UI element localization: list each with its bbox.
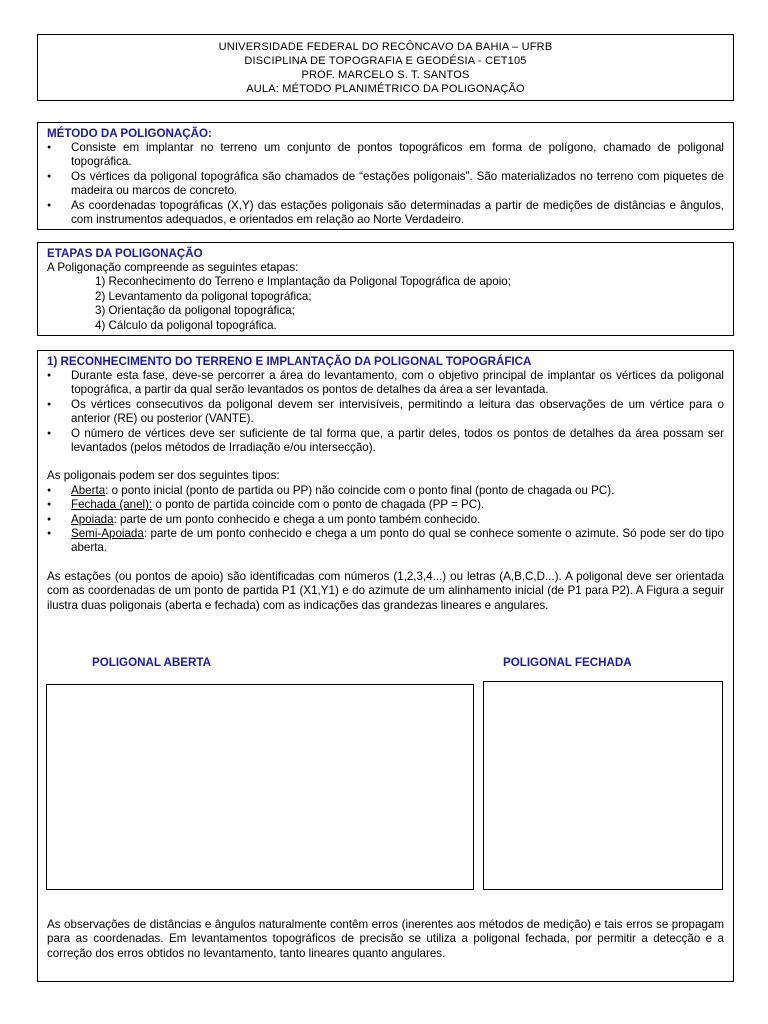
- reconhecimento-bullet-1: ● Durante esta fase, deve-se percorrer a área do levantamento, com o objetivo principal de implantar os vértices da poligonal topográfica, a partir da qual serão levantados os pontos de detalhes da área a ser levantada.: [47, 369, 724, 398]
- tipos-intro: As poligonais podem ser dos seguintes tipos:: [47, 469, 280, 483]
- tipo-aberta-desc: : o ponto inicial (ponto de partida ou PP) não coincide com o ponto final (ponto de chagada ou PC).: [105, 483, 615, 497]
- tipo-semi-apoiada: [47, 527, 724, 556]
- final-paragraph: As observações de distâncias e ângulos naturalmente contêm erros (inerentes aos métodos de medição) e tais erros se propagam para as coordenadas. Em levantamentos topográficos de precisão se utiliza a poligonal fechada, por permitir a detecção e a correção dos erros obtidos no levantamento, tanto lineares quanto angulares.: [47, 918, 724, 960]
- etapas-intro: A Poligonação compreende as seguintes etapas:: [47, 261, 299, 274]
- header-lesson: AULA: MÉTODO PLANIMÉTRICO DA POLIGONAÇÃO: [246, 83, 525, 95]
- reconhecimento-bullets: [47, 369, 724, 455]
- tipo-fechada: [47, 498, 724, 512]
- tipo-apoiada-desc: : parte de um ponto conhecido e chega a um ponto também conhecido.: [113, 512, 481, 526]
- metodo-bullet-1: ● Consiste em implantar no terreno um conjunto de pontos topográficos em forma de polígono, chamado de poligonal topográfica.: [47, 141, 724, 170]
- header-university: UNIVERSIDADE FEDERAL DO RECÔNCAVO DA BAHIA – UFRB: [218, 41, 553, 53]
- tipo-fechada-term: Fechada (anel):: [71, 498, 153, 512]
- tipo-apoiada: [47, 513, 724, 527]
- reconhecimento-bullet-2: ● Os vértices consecutivos da poligonal devem ser intervisíveis, permitindo a leitura das observações de um vértice para o anterior (RE) ou posterior (VANTE).: [47, 398, 724, 427]
- etapas-title: ETAPAS DA POLIGONAÇÃO: [47, 247, 203, 260]
- poligonal-fechada-label: POLIGONAL FECHADA: [503, 656, 632, 669]
- tipo-semi-apoiada-desc: : parte de um ponto conhecido e chega a um ponto do qual se conhece somente o azimute. Só pode ser do tipo aberta.: [71, 527, 724, 555]
- metodo-bullet-3: ● As coordenadas topográficas (X,Y) das estações poligonais são determinadas a partir de medições de distâncias e ângulos, com instrumentos adequados, e orientados em relação ao Norte Verdadeiro.: [47, 199, 724, 228]
- tipo-apoiada-term: Apoiada: [71, 512, 114, 526]
- estacoes-paragraph: As estações (ou pontos de apoio) são identificadas com números (1,2,3,4...) ou letras (A,B,C,D...). A poligonal deve ser orientada com as coordenadas de um ponto de partida P1 (X1,Y1) e do azimute de um alinhamento inicial (de P1 para P2). A Figura a seguir ilustra duas poligonais (aberta e fechada) com as indicações das grandezas lineares e angulares.: [47, 569, 724, 612]
- metodo-bullet-2: ● Os vértices da poligonal topográfica são chamados de “estações poligonais”. São materializados no terreno com piquetes de madeira ou marcos de concreto.: [47, 170, 724, 199]
- etapas-section: [37, 242, 734, 336]
- metodo-section: [37, 122, 734, 230]
- header-discipline: DISCIPLINA DE TOPOGRAFIA E GEODÉSIA - CET105: [244, 55, 527, 67]
- etapas-item-4: 4) Cálculo da poligonal topográfica.: [95, 318, 277, 332]
- metodo-title: MÉTODO DA POLIGONAÇÃO:: [47, 127, 212, 140]
- etapas-item-3: 3) Orientação da poligonal topográfica;: [95, 304, 295, 318]
- reconhecimento-bullet-3: ● O número de vértices deve ser suficiente de tal forma que, a partir deles, todos os pontos de detalhes da área possam ser levantados (pelos métodos de Irradiação e/ou intersecção).: [47, 427, 724, 456]
- tipo-aberta: [47, 484, 724, 498]
- reconhecimento-title: 1) RECONHECIMENTO DO TERRENO E IMPLANTAÇÃO DA POLIGONAL TOPOGRÁFICA: [47, 355, 532, 368]
- tipo-aberta-term: Aberta: [71, 483, 106, 497]
- etapas-item-1: 1) Reconhecimento do Terreno e Implantação da Poligonal Topográfica de apoio;: [95, 275, 511, 289]
- header-professor: PROF. MARCELO S. T. SANTOS: [301, 69, 470, 81]
- tipos-list: [47, 484, 724, 556]
- etapas-item-2: 2) Levantamento da poligonal topográfica;: [95, 289, 312, 303]
- poligonal-fechada-figure: [483, 681, 723, 890]
- tipo-fechada-desc: o ponto de partida coincide com o ponto de chagada (PP = PC).: [152, 498, 485, 512]
- document-header: [37, 34, 734, 101]
- tipo-semi-apoiada-term: Semi-Apoiada: [71, 527, 144, 541]
- metodo-bullets: [47, 141, 724, 227]
- poligonal-aberta-label: POLIGONAL ABERTA: [92, 656, 211, 669]
- poligonal-aberta-figure: [46, 684, 474, 890]
